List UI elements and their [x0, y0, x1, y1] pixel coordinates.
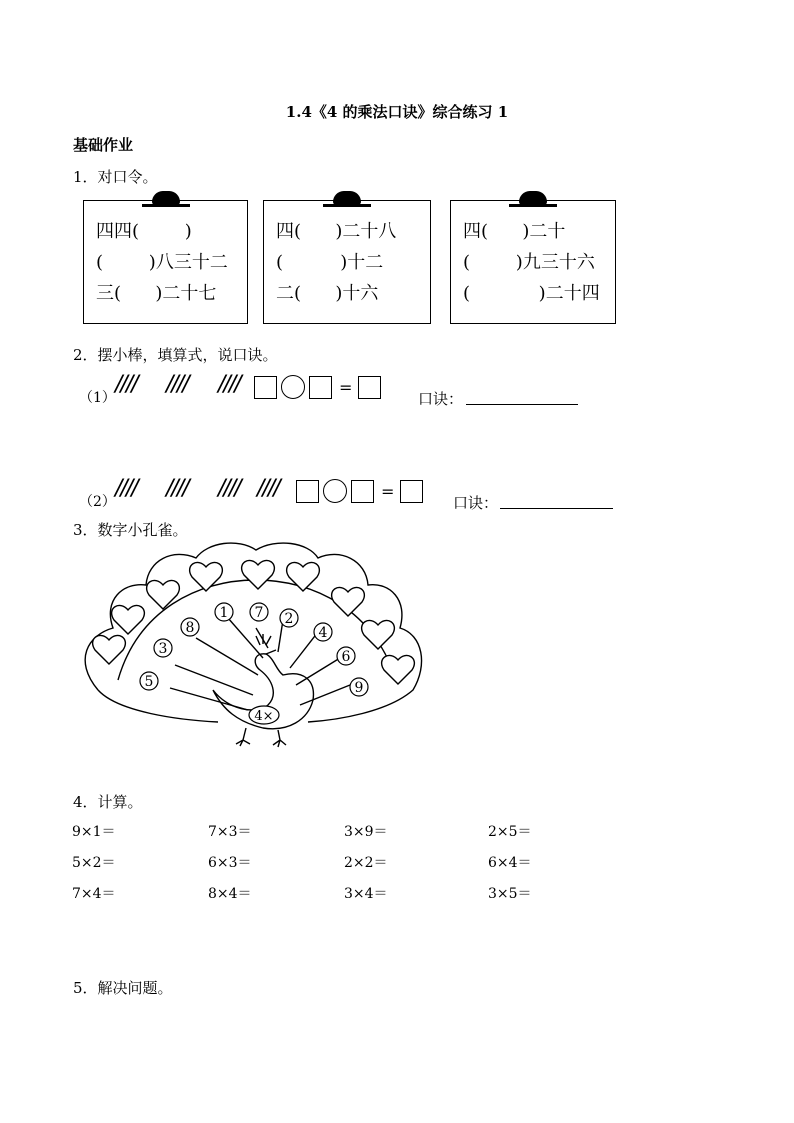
rhyme-answer-line[interactable] [500, 507, 613, 509]
clip-icon [333, 191, 361, 205]
stick-group: //// [115, 372, 137, 397]
peacock-number: 4 [318, 625, 328, 641]
peacock-center: 4× [254, 709, 274, 724]
calc-item: 6×4＝ [488, 855, 532, 871]
calc-item: 3×4＝ [344, 886, 388, 902]
calc-item: 3×9＝ [344, 824, 388, 840]
question-2-label: 2．摆小棒，填算式，说口诀。 [73, 346, 278, 364]
stick-group: //// [218, 476, 240, 501]
calc-item: 7×4＝ [72, 886, 116, 902]
clip-icon [152, 191, 180, 205]
peacock-figure [78, 540, 428, 755]
question-3-label: 3．数字小孔雀。 [73, 521, 188, 539]
stick-group: //// [218, 372, 240, 397]
answer-box[interactable] [351, 480, 374, 503]
answer-box[interactable] [309, 376, 332, 399]
card-line: ( )十二 [276, 252, 384, 273]
part-2-label: （2） [79, 494, 116, 510]
stick-group: //// [166, 372, 188, 397]
peacock-number: 7 [254, 605, 264, 621]
question-4-label: 4．计算。 [73, 793, 143, 811]
calc-item: 2×5＝ [488, 824, 532, 840]
answer-box[interactable] [296, 480, 319, 503]
calc-item: 9×1＝ [72, 824, 116, 840]
answer-box[interactable] [358, 376, 381, 399]
peacock-number: 5 [144, 674, 154, 690]
oral-card-1 [83, 200, 248, 324]
peacock-number: 1 [219, 605, 229, 621]
page-title: 1.4《4 的乘法口诀》综合练习 1 [285, 103, 509, 121]
card-line: ( )八三十二 [96, 252, 228, 273]
clip-icon [519, 191, 547, 205]
peacock-number: 3 [158, 641, 168, 657]
calc-item: 2×2＝ [344, 855, 388, 871]
operator-circle[interactable] [281, 375, 305, 399]
peacock-number: 2 [284, 611, 294, 627]
peacock-number: 8 [185, 620, 195, 636]
equals-sign: = [381, 482, 395, 501]
card-line: 四四( ) [96, 221, 192, 242]
answer-box[interactable] [400, 480, 423, 503]
calc-item: 7×3＝ [208, 824, 252, 840]
part-1-label: （1） [79, 390, 116, 406]
card-line: ( )二十四 [463, 283, 600, 304]
answer-box[interactable] [254, 376, 277, 399]
card-line: 三( )二十七 [96, 283, 217, 304]
operator-circle[interactable] [323, 479, 347, 503]
stick-group: //// [166, 476, 188, 501]
stick-group: //// [257, 476, 279, 501]
rhyme-answer-line[interactable] [466, 403, 578, 405]
card-line: 二( )十六 [276, 283, 379, 304]
rhyme-label: 口诀： [418, 390, 464, 408]
calc-item: 8×4＝ [208, 886, 252, 902]
card-line: ( )九三十六 [463, 252, 595, 273]
calc-item: 6×3＝ [208, 855, 252, 871]
calc-item: 5×2＝ [72, 855, 116, 871]
equals-sign: = [339, 378, 353, 397]
peacock-number: 9 [354, 680, 364, 696]
oral-card-2 [263, 200, 431, 324]
peacock-number: 6 [341, 649, 351, 665]
question-1-label: 1．对口令。 [73, 168, 158, 186]
section-heading: 基础作业 [73, 136, 134, 154]
oral-card-3 [450, 200, 616, 324]
card-line: 四( )二十八 [276, 221, 397, 242]
rhyme-label: 口诀： [453, 494, 499, 512]
stick-group: //// [115, 476, 137, 501]
question-5-label: 5．解决问题。 [73, 979, 173, 997]
calc-item: 3×5＝ [488, 886, 532, 902]
card-line: 四( )二十 [463, 221, 566, 242]
